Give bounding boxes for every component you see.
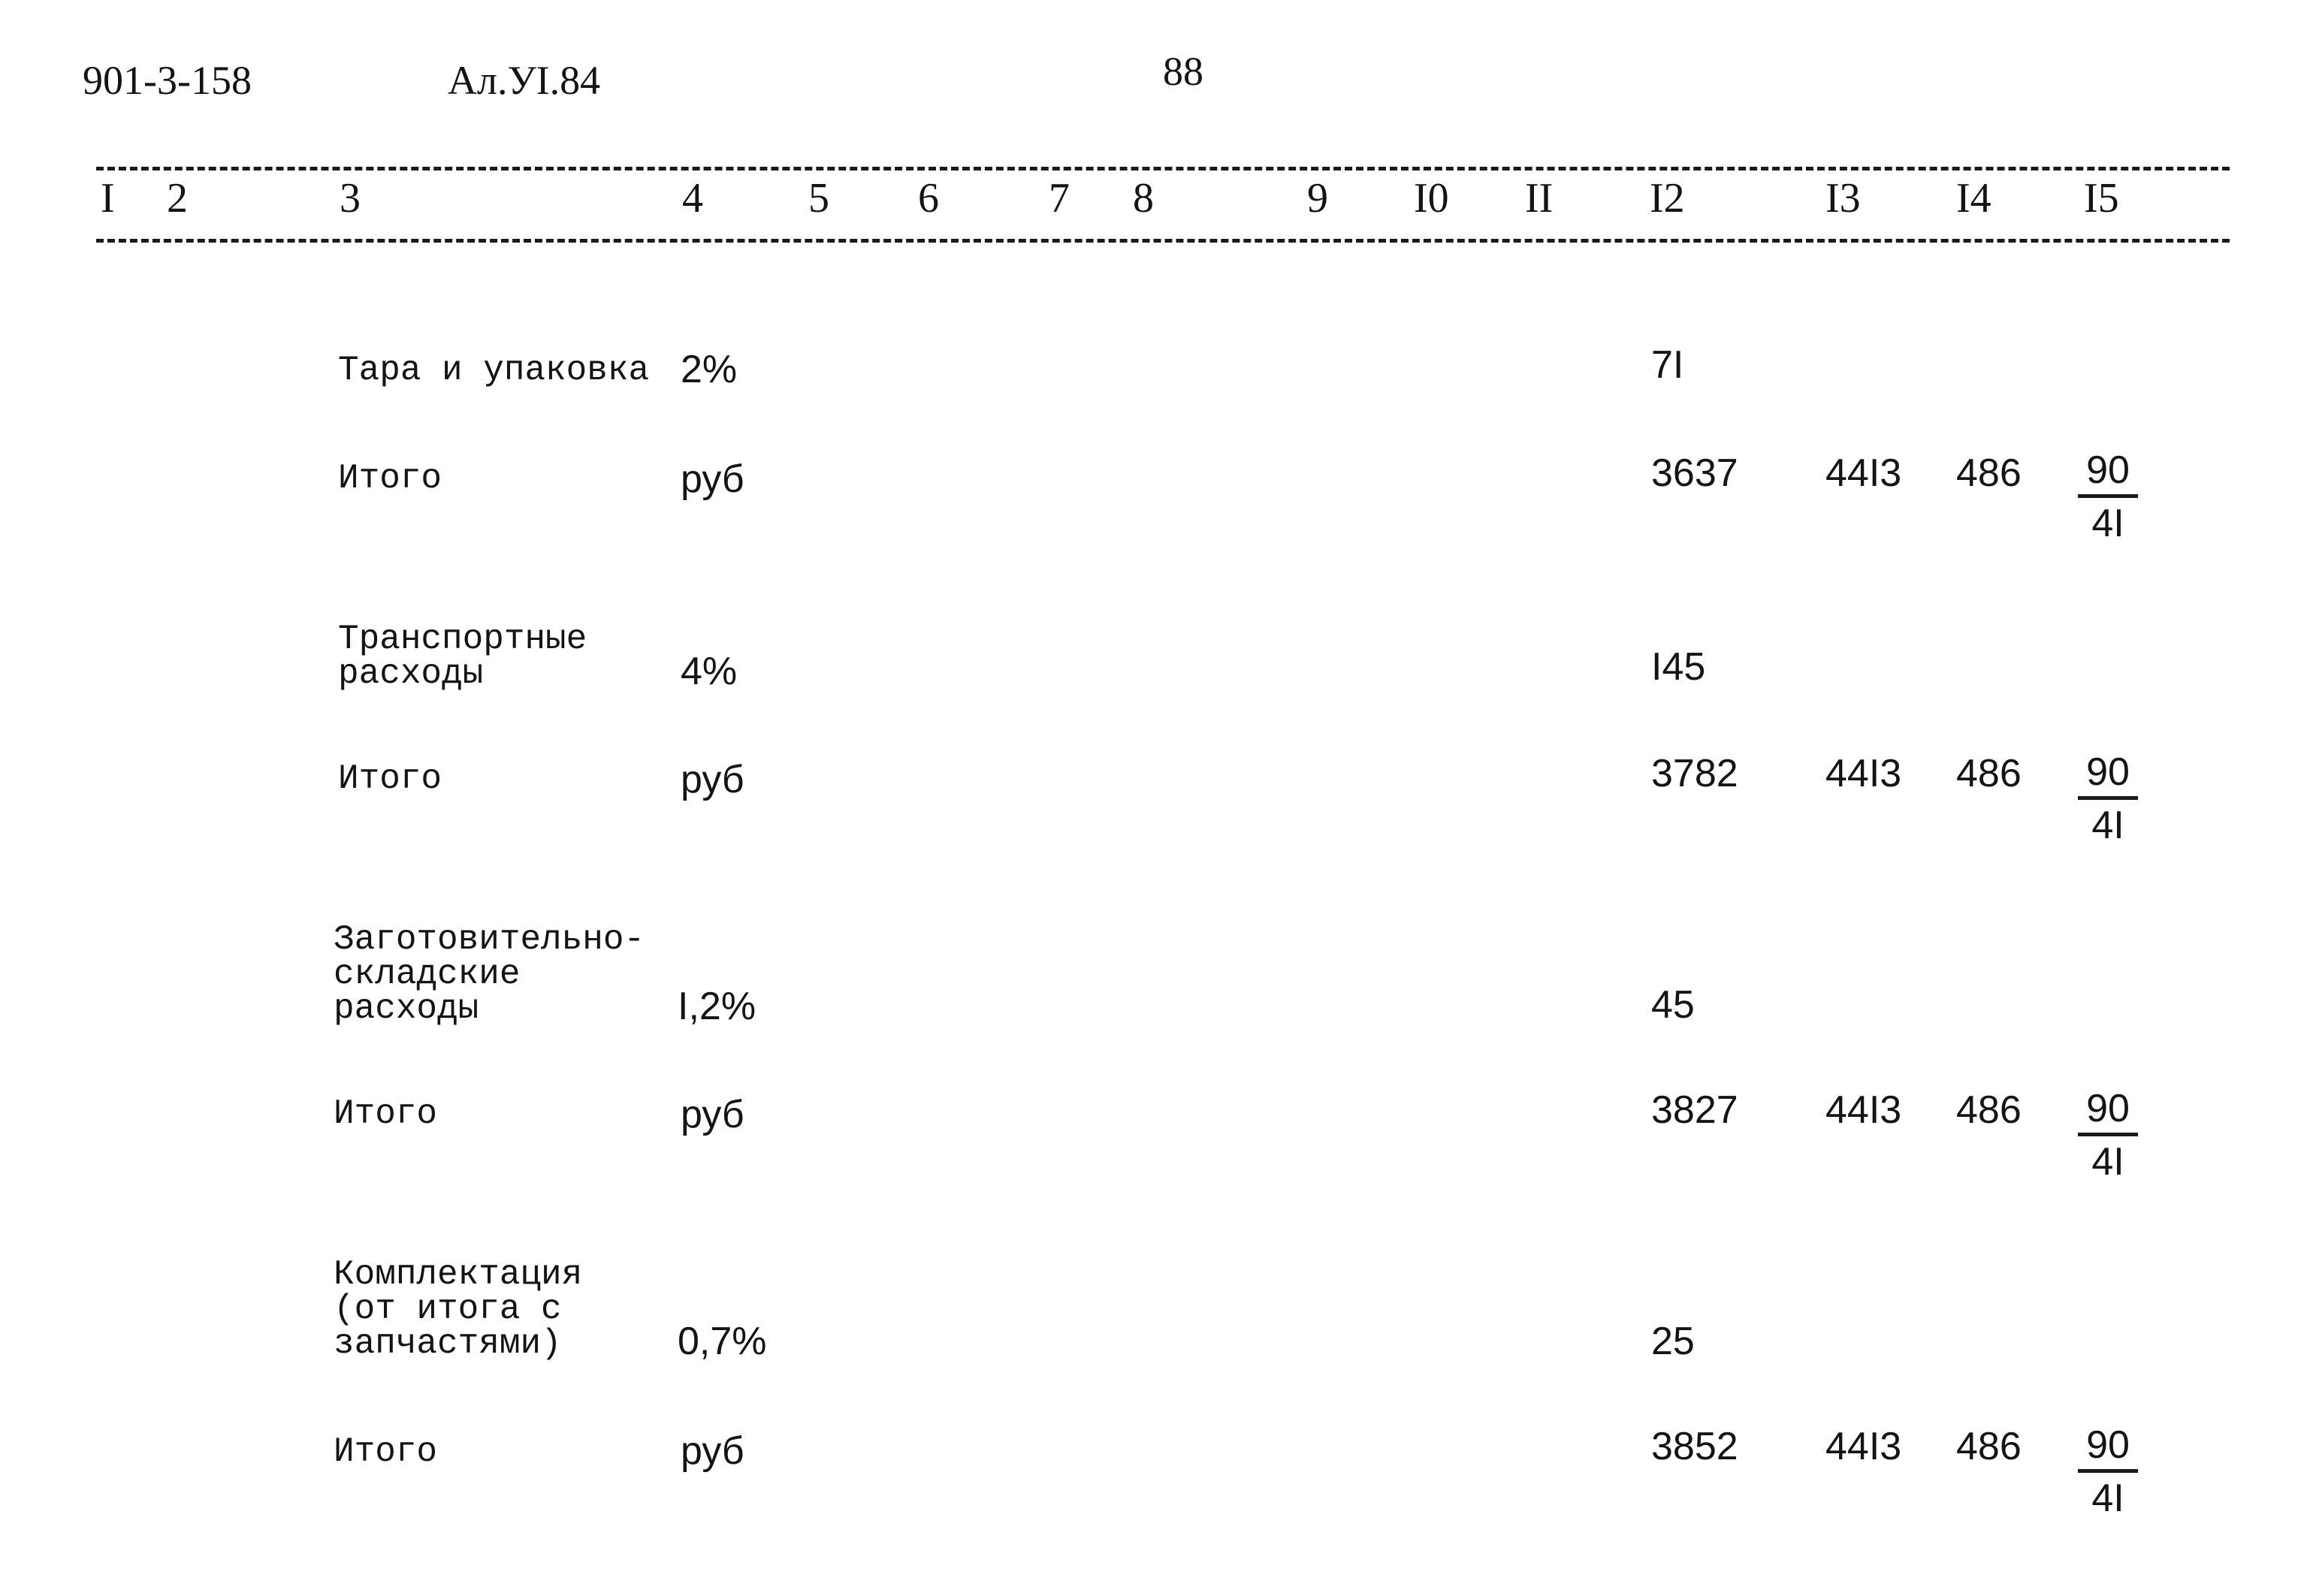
document-code: 901-3-158 <box>83 58 252 103</box>
row-col12-packaging: 7I <box>1651 343 1684 387</box>
column-header-7: 7 <box>1049 175 1070 222</box>
column-header-15: I5 <box>2084 175 2119 222</box>
row-label-assembly-line3: запчастями) <box>334 1324 562 1363</box>
row-unit-total-2: руб <box>681 758 744 801</box>
header-bottom-rule <box>96 239 2230 243</box>
album-reference: Ал.УI.84 <box>448 58 601 103</box>
row-rate-transport: 4% <box>681 650 738 693</box>
fraction-numerator: 90 <box>2078 1089 2138 1136</box>
row-rate-packaging: 2% <box>681 348 738 391</box>
row-label-packaging: Тара и упаковка <box>338 351 650 390</box>
page-number: 88 <box>1163 49 1203 94</box>
row-unit-total-1: руб <box>681 457 744 501</box>
row-label-assembly-line2: (от итога с <box>334 1290 562 1329</box>
row-col12-total-4: 3852 <box>1651 1425 1738 1468</box>
fraction-numerator: 90 <box>2078 451 2138 498</box>
column-header-2: 2 <box>167 175 188 222</box>
fraction-denominator: 4I <box>2091 1140 2124 1184</box>
column-header-11: II <box>1525 175 1554 222</box>
row-col15-fraction-total-3 <box>2078 1087 2138 1184</box>
row-rate-procurement: I,2% <box>678 985 756 1028</box>
row-col12-total-2: 3782 <box>1651 752 1738 795</box>
fraction-denominator: 4I <box>2091 502 2124 545</box>
header-top-rule <box>96 167 2230 170</box>
row-col12-total-1: 3637 <box>1651 451 1738 495</box>
column-header-8: 8 <box>1133 175 1154 222</box>
row-label-procurement-line3: расходы <box>334 989 479 1028</box>
row-col12-procurement: 45 <box>1651 983 1695 1027</box>
row-col13-total-1: 44I3 <box>1825 451 1902 495</box>
column-header-5: 5 <box>808 175 829 222</box>
row-col14-total-1: 486 <box>1956 451 2022 495</box>
fraction-numerator: 90 <box>2078 753 2138 800</box>
row-col12-assembly: 25 <box>1651 1320 1695 1363</box>
column-header-6: 6 <box>918 175 939 222</box>
row-col13-total-3: 44I3 <box>1825 1088 1902 1132</box>
column-header-13: I3 <box>1825 175 1861 222</box>
row-col13-total-2: 44I3 <box>1825 752 1902 795</box>
column-header-14: I4 <box>1956 175 1991 222</box>
fraction-numerator: 90 <box>2078 1426 2138 1473</box>
row-col15-fraction-total-1 <box>2078 448 2138 545</box>
row-col12-transport: I45 <box>1651 645 1706 689</box>
row-rate-assembly: 0,7% <box>678 1320 767 1363</box>
fraction-denominator: 4I <box>2091 1477 2124 1520</box>
row-label-total-4: Итого <box>334 1432 438 1471</box>
column-header-9: 9 <box>1307 175 1328 222</box>
row-col14-total-4: 486 <box>1956 1425 2022 1468</box>
row-label-transport-line2: расходы <box>338 654 484 693</box>
row-label-assembly-line1: Комплектация <box>334 1255 583 1294</box>
column-header-4: 4 <box>682 175 703 222</box>
column-header-3: 3 <box>340 175 361 222</box>
fraction-denominator: 4I <box>2091 804 2124 847</box>
row-label-transport-line1: Транспортные <box>338 620 587 659</box>
row-label-procurement-line1: Заготовительно- <box>334 920 645 959</box>
row-unit-total-4: руб <box>681 1429 744 1473</box>
row-unit-total-3: руб <box>681 1093 744 1136</box>
row-col15-fraction-total-4 <box>2078 1423 2138 1520</box>
column-header-10: I0 <box>1414 175 1449 222</box>
row-label-total-1: Итого <box>338 459 442 498</box>
row-col15-fraction-total-2 <box>2078 750 2138 847</box>
row-col14-total-2: 486 <box>1956 752 2022 795</box>
row-col12-total-3: 3827 <box>1651 1088 1738 1132</box>
row-label-total-2: Итого <box>338 759 442 798</box>
row-col13-total-4: 44I3 <box>1825 1425 1902 1468</box>
row-col14-total-3: 486 <box>1956 1088 2022 1132</box>
row-label-procurement-line2: складские <box>334 955 521 994</box>
row-label-total-3: Итого <box>334 1094 438 1133</box>
column-header-1: I <box>101 175 115 222</box>
column-header-12: I2 <box>1650 175 1685 222</box>
